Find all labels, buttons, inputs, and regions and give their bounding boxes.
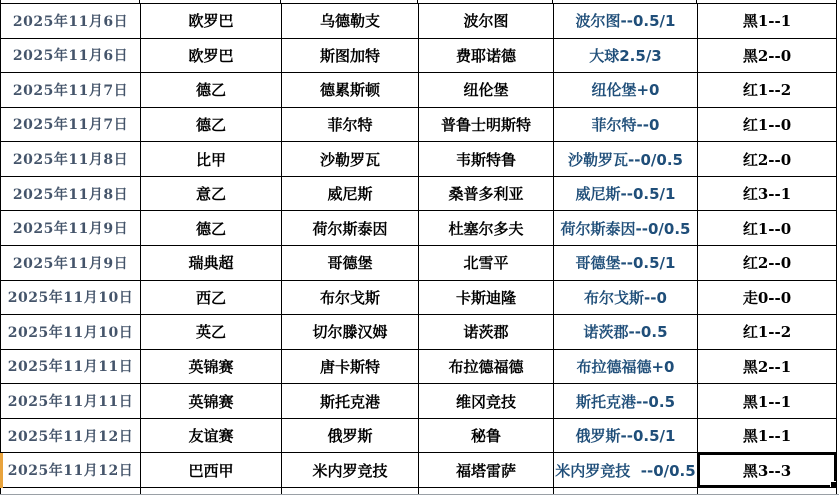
cell-date[interactable]: 2025年11月6日 [1, 39, 141, 74]
result-text: 走0--0 [742, 288, 792, 307]
cell-away-team[interactable]: 北雪平 [419, 246, 554, 281]
result-text: 红1--2 [742, 323, 792, 342]
cell-league[interactable]: 比甲 [141, 142, 282, 177]
cell-handicap[interactable]: 菲尔特--0 [554, 108, 698, 143]
result-text: 黑1--1 [742, 12, 792, 31]
result-text: 红1--0 [742, 219, 792, 238]
result-text: 黑2--0 [742, 46, 792, 65]
result-text: 红2--0 [742, 254, 792, 273]
cell-date[interactable]: 2025年11月6日 [1, 4, 141, 39]
cell-home-team[interactable]: 沙勒罗瓦 [282, 142, 419, 177]
cell-home-team[interactable]: 哥德堡 [282, 246, 419, 281]
cell-handicap[interactable]: 波尔图--0.5/1 [554, 4, 698, 39]
cell-handicap[interactable]: 俄罗斯--0.5/1 [554, 419, 698, 454]
cell-league[interactable]: 欧罗巴 [141, 39, 282, 74]
cell-result[interactable] [698, 211, 837, 246]
table-row [1, 4, 837, 39]
result-text: 黑1--1 [742, 427, 792, 446]
cell-away-team[interactable]: 诺茨郡 [419, 315, 554, 350]
cell-handicap[interactable]: 诺茨郡--0.5 [554, 315, 698, 350]
cell-home-team[interactable]: 斯托克港 [282, 384, 419, 419]
cell-handicap[interactable]: 布拉德福德+0 [554, 350, 698, 385]
table-row [1, 108, 837, 143]
table-row [1, 315, 837, 350]
cell-date[interactable]: 2025年11月10日 [1, 281, 141, 316]
cell-handicap[interactable]: 荷尔斯泰因--0/0.5 [554, 211, 698, 246]
table-row [1, 211, 837, 246]
cell-home-team[interactable]: 乌德勒支 [282, 4, 419, 39]
cell-home-team[interactable]: 俄罗斯 [282, 419, 419, 454]
cell-away-team[interactable]: 卡斯迪隆 [419, 281, 554, 316]
cell-date[interactable]: 2025年11月11日 [1, 350, 141, 385]
cell-date[interactable]: 2025年11月9日 [1, 211, 141, 246]
cell-handicap[interactable]: 哥德堡--0.5/1 [554, 246, 698, 281]
cell-home-team[interactable]: 荷尔斯泰因 [282, 211, 419, 246]
result-text: 红1--0 [742, 115, 792, 134]
cell-result[interactable] [698, 73, 837, 108]
table-row [1, 281, 837, 316]
result-text: 红2--0 [742, 150, 792, 169]
cell-league[interactable]: 德乙 [141, 73, 282, 108]
cell-result[interactable] [698, 108, 837, 143]
cell-result[interactable] [698, 142, 837, 177]
table-row [1, 453, 837, 488]
cell-handicap[interactable]: 威尼斯--0.5/1 [554, 177, 698, 212]
table-row [1, 177, 837, 212]
cell-away-team[interactable]: 韦斯特鲁 [419, 142, 554, 177]
cell-league[interactable]: 欧罗巴 [141, 4, 282, 39]
cell-result[interactable] [698, 4, 837, 39]
results-table [0, 3, 837, 488]
cell-handicap[interactable]: 米内罗竞技 --0/0.5 [554, 453, 698, 488]
cell-league[interactable]: 瑞典超 [141, 246, 282, 281]
cell-result[interactable] [698, 419, 837, 454]
fill-handle-icon[interactable] [830, 481, 837, 488]
cell-result[interactable] [698, 281, 837, 316]
cell-result[interactable] [698, 177, 837, 212]
cell-away-team[interactable]: 普鲁士明斯特 [419, 108, 554, 143]
cell-league[interactable]: 德乙 [141, 211, 282, 246]
table-row [1, 384, 837, 419]
cell-away-team[interactable]: 波尔图 [419, 4, 554, 39]
result-text: 黑2--1 [742, 357, 792, 376]
cell-away-team[interactable]: 费耶诺德 [419, 39, 554, 74]
cell-away-team[interactable]: 桑普多利亚 [419, 177, 554, 212]
table-row [1, 73, 837, 108]
cell-league[interactable]: 德乙 [141, 108, 282, 143]
table-row [1, 419, 837, 454]
cell-handicap[interactable]: 布尔戈斯--0 [554, 281, 698, 316]
cell-date[interactable]: 2025年11月7日 [1, 108, 141, 143]
cell-home-team[interactable]: 斯图加特 [282, 39, 419, 74]
result-text: 黑3--3 [742, 461, 792, 480]
cell-result[interactable] [698, 39, 837, 74]
cell-league[interactable]: 西乙 [141, 281, 282, 316]
table-row [1, 246, 837, 281]
cell-date[interactable]: 2025年11月8日 [1, 177, 141, 212]
cell-home-team[interactable]: 菲尔特 [282, 108, 419, 143]
cell-date[interactable]: 2025年11月8日 [1, 142, 141, 177]
cell-date[interactable]: 2025年11月12日 [1, 419, 141, 454]
cell-home-team[interactable]: 切尔滕汉姆 [282, 315, 419, 350]
cell-away-team[interactable]: 福塔雷萨 [419, 453, 554, 488]
cell-home-team[interactable]: 唐卡斯特 [282, 350, 419, 385]
result-text: 红1--2 [742, 81, 792, 100]
result-text: 黑1--1 [742, 392, 792, 411]
cell-handicap[interactable]: 斯托克港--0.5 [554, 384, 698, 419]
cell-result[interactable] [698, 384, 837, 419]
result-text: 红3--1 [742, 185, 792, 204]
cell-result[interactable] [698, 315, 837, 350]
cell-league[interactable]: 意乙 [141, 177, 282, 212]
cell-handicap[interactable]: 大球2.5/3 [554, 39, 698, 74]
cell-handicap[interactable]: 沙勒罗瓦--0/0.5 [554, 142, 698, 177]
cell-away-team[interactable]: 纽伦堡 [419, 73, 554, 108]
cell-date[interactable]: 2025年11月12日 [1, 453, 141, 488]
cell-date[interactable]: 2025年11月9日 [1, 246, 141, 281]
cell-league[interactable]: 英锦赛 [141, 350, 282, 385]
cell-home-team[interactable]: 德累斯顿 [282, 73, 419, 108]
cell-league[interactable]: 英乙 [141, 315, 282, 350]
table-row [1, 350, 837, 385]
cell-date[interactable]: 2025年11月11日 [1, 384, 141, 419]
cell-result[interactable] [698, 453, 837, 488]
table-row [1, 39, 837, 74]
cell-away-team[interactable]: 布拉德福德 [419, 350, 554, 385]
row-selection-marker [0, 453, 3, 488]
cell-result[interactable] [698, 350, 837, 385]
cell-away-team[interactable]: 秘鲁 [419, 419, 554, 454]
table-row [1, 142, 837, 177]
cell-away-team[interactable]: 维冈竞技 [419, 384, 554, 419]
cell-league[interactable]: 巴西甲 [141, 453, 282, 488]
cell-league[interactable]: 友谊赛 [141, 419, 282, 454]
cell-date[interactable]: 2025年11月10日 [1, 315, 141, 350]
cell-handicap[interactable]: 纽伦堡+0 [554, 73, 698, 108]
cell-home-team[interactable]: 威尼斯 [282, 177, 419, 212]
cell-away-team[interactable]: 杜塞尔多夫 [419, 211, 554, 246]
cell-home-team[interactable]: 米内罗竞技 [282, 453, 419, 488]
cell-league[interactable]: 英锦赛 [141, 384, 282, 419]
cell-home-team[interactable]: 布尔戈斯 [282, 281, 419, 316]
cell-result[interactable] [698, 246, 837, 281]
cell-date[interactable]: 2025年11月7日 [1, 73, 141, 108]
